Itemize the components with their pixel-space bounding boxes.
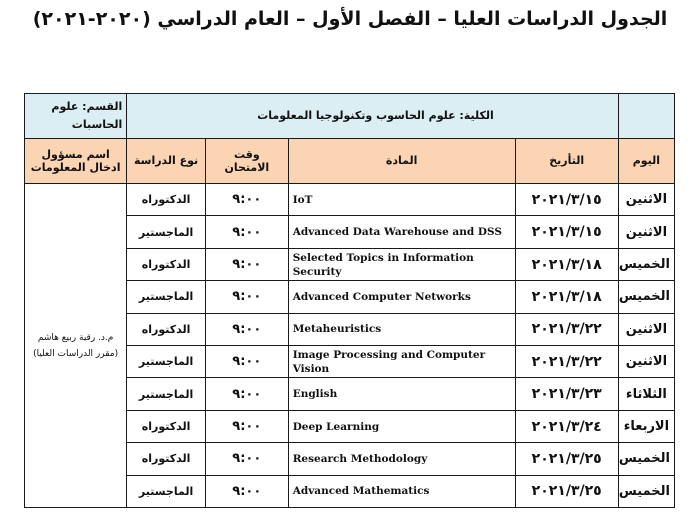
column-header-data-entry: اسم مسؤول ادخال المعلومات	[25, 138, 127, 184]
date-cell: ٢٠٢١/٣/٢٥	[515, 475, 618, 507]
time-cell: ٩:٠٠	[205, 346, 288, 378]
column-header-study-type: نوع الدراسة	[127, 138, 206, 184]
column-header-row	[25, 138, 675, 184]
subject-cell: Deep Learning	[288, 410, 515, 442]
day-cell: الاربعاء	[618, 410, 674, 442]
page-title: الجدول الدراسات العليا – الفصل الأول – العام الدراسي (٢٠٢٠-٢٠٢١)	[32, 8, 668, 30]
date-cell: ٢٠٢١/٣/٢٤	[515, 410, 618, 442]
time-cell: ٩:٠٠	[205, 248, 288, 280]
study-type-cell: الماجستير	[127, 281, 206, 313]
study-type-cell: الدكتوراه	[127, 443, 206, 475]
day-cell: الاثنين	[618, 216, 674, 248]
day-cell: الخميس	[618, 248, 674, 280]
subject-cell: Advanced Mathematics	[288, 475, 515, 507]
department-label: القسم: علوم الحاسبات	[25, 94, 127, 139]
column-header-exam-time: وقت الامتحان	[205, 138, 288, 184]
day-cell: الخميس	[618, 443, 674, 475]
study-type-cell: الدكتوراه	[127, 410, 206, 442]
column-header-date: التأريخ	[515, 138, 618, 184]
subject-cell: Metaheuristics	[288, 313, 515, 345]
date-cell: ٢٠٢١/٣/٢٢	[515, 313, 618, 345]
time-cell: ٩:٠٠	[205, 313, 288, 345]
day-cell: الخميس	[618, 475, 674, 507]
study-type-cell: الدكتوراه	[127, 313, 206, 345]
subject-cell: Image Processing and Computer Vision	[288, 346, 515, 378]
column-header-subject: المادة	[288, 138, 515, 184]
day-cell: الثلاثاء	[618, 378, 674, 410]
college-header-row	[25, 94, 675, 139]
date-cell: ٢٠٢١/٣/١٨	[515, 248, 618, 280]
subject-cell: IoT	[288, 184, 515, 216]
time-cell: ٩:٠٠	[205, 475, 288, 507]
study-type-cell: الماجستير	[127, 216, 206, 248]
date-cell: ٢٠٢١/٣/١٨	[515, 281, 618, 313]
date-cell: ٢٠٢١/٣/٢٢	[515, 346, 618, 378]
college-label: الكلية: علوم الحاسوب وتكنولوجيا المعلومات	[127, 94, 619, 139]
study-type-cell: الماجستير	[127, 346, 206, 378]
day-cell: الاثنين	[618, 346, 674, 378]
data-entry-person-cell: م.د. رقية ربيع هاشم (مقرر الدراسات العليا)	[25, 184, 127, 508]
table-row	[25, 184, 675, 216]
time-cell: ٩:٠٠	[205, 443, 288, 475]
date-cell: ٢٠٢١/٣/٢٣	[515, 378, 618, 410]
time-cell: ٩:٠٠	[205, 378, 288, 410]
day-cell: الخميس	[618, 281, 674, 313]
column-header-day: اليوم	[618, 138, 674, 184]
study-type-cell: الدكتوراه	[127, 184, 206, 216]
time-cell: ٩:٠٠	[205, 184, 288, 216]
day-cell: الاثنين	[618, 313, 674, 345]
time-cell: ٩:٠٠	[205, 281, 288, 313]
study-type-cell: الدكتوراه	[127, 248, 206, 280]
day-cell: الاثنين	[618, 184, 674, 216]
date-cell: ٢٠٢١/٣/١٥	[515, 216, 618, 248]
date-cell: ٢٠٢١/٣/٢٥	[515, 443, 618, 475]
subject-cell: Advanced Computer Networks	[288, 281, 515, 313]
subject-cell: English	[288, 378, 515, 410]
subject-cell: Research Methodology	[288, 443, 515, 475]
subject-cell: Selected Topics in Information Security	[288, 248, 515, 280]
header-spacer-cell	[618, 94, 674, 139]
study-type-cell: الماجستير	[127, 378, 206, 410]
subject-cell: Advanced Data Warehouse and DSS	[288, 216, 515, 248]
schedule-table	[24, 93, 675, 508]
time-cell: ٩:٠٠	[205, 410, 288, 442]
time-cell: ٩:٠٠	[205, 216, 288, 248]
date-cell: ٢٠٢١/٣/١٥	[515, 184, 618, 216]
study-type-cell: الماجستير	[127, 475, 206, 507]
